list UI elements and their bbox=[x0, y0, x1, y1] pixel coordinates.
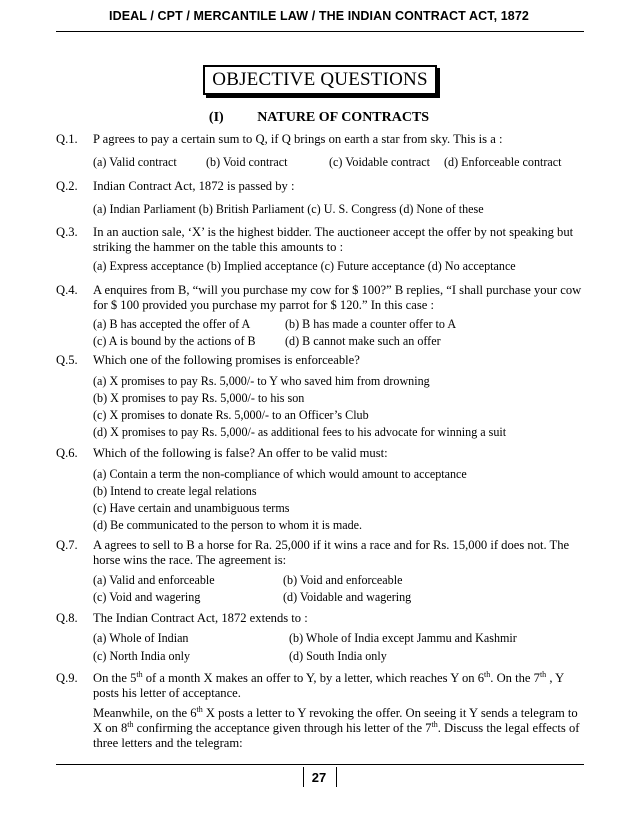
question-number: Q.9. bbox=[56, 671, 78, 685]
option-a: (a) Contain a term the non-compliance of which would amount to acceptance bbox=[93, 467, 467, 481]
option-b: (b) Void and enforceable bbox=[283, 573, 403, 587]
question-number: Q.6. bbox=[56, 446, 78, 460]
question-text: Indian Contract Act, 1872 is passed by : bbox=[93, 179, 295, 193]
option-c: (c) North India only bbox=[93, 649, 191, 663]
section-heading bbox=[0, 110, 638, 126]
option-d: (d) Voidable and wagering bbox=[283, 590, 412, 604]
option-b: (b) X promises to pay Rs. 5,000/- to his son bbox=[93, 391, 305, 405]
question-paragraph: X on 8th confirming the acceptance given through his letter of the 7th. Discuss the legal effects of bbox=[93, 719, 580, 735]
question-text: posts his letter of acceptance. bbox=[93, 686, 241, 700]
option-a: (a) Valid contract bbox=[93, 155, 177, 169]
question-paragraph: three letters and the telegram: bbox=[93, 736, 243, 750]
question-text: Which of the following is false? An offer to be valid must: bbox=[93, 446, 388, 460]
option-b: (b) Void contract bbox=[206, 155, 288, 169]
option-c: (c) Voidable contract bbox=[329, 155, 430, 169]
option-a: (a) B has accepted the offer of A bbox=[93, 317, 251, 331]
option-a: (a) Whole of Indian bbox=[93, 631, 189, 645]
option-d: (d) X promises to pay Rs. 5,000/- as additional fees to his advocate for winning a suit bbox=[93, 425, 507, 439]
page-number: 27 bbox=[311, 770, 327, 785]
question-text: A agrees to sell to B a horse for Ra. 25,000 if it wins a race and for Rs. 15,000 if does not. The bbox=[93, 538, 570, 552]
option-d: (d) B cannot make such an offer bbox=[285, 334, 441, 348]
option-b: (b) Whole of India except Jammu and Kashmir bbox=[289, 631, 517, 645]
option-d: (d) Be communicated to the person to whom it is made. bbox=[93, 518, 363, 532]
page-title: OBJECTIVE QUESTIONS bbox=[203, 65, 437, 95]
option-d: (d) South India only bbox=[289, 649, 387, 663]
options-line: (a) Indian Parliament (b) British Parliament (c) U. S. Congress (d) None of these bbox=[93, 202, 484, 216]
question-text: A enquires from B, “will you purchase my cow for $ 100?” B replies, “I shall purchase your cow bbox=[93, 283, 582, 297]
question-number: Q.4. bbox=[56, 283, 78, 297]
question-text: striking the hammer on the table this amounts to : bbox=[93, 240, 344, 254]
question-text: P agrees to pay a certain sum to Q, if Q brings on earth a star from sky. This is a : bbox=[93, 132, 503, 146]
question-text: for $ 100 provided you purchase my parrot for $ 120.” In this case : bbox=[93, 298, 434, 312]
section-name: NATURE OF CONTRACTS bbox=[257, 110, 430, 125]
option-c: (c) Void and wagering bbox=[93, 590, 201, 604]
question-number: Q.2. bbox=[56, 179, 78, 193]
question-number: Q.7. bbox=[56, 538, 78, 552]
running-header: IDEAL / CPT / MERCANTILE LAW / THE INDIAN CONTRACT ACT, 1872 bbox=[109, 9, 529, 23]
question-number: Q.5. bbox=[56, 353, 78, 367]
section-number: (I) bbox=[208, 110, 224, 125]
question-number: Q.3. bbox=[56, 225, 78, 239]
question-text: horse wins the race. The agreement is: bbox=[93, 553, 287, 567]
question-paragraph: Meanwhile, on the 6th X posts a letter to Y revoking the offer. On seeing it Y sends a telegram to bbox=[93, 704, 578, 720]
option-c: (c) Have certain and unambiguous terms bbox=[93, 501, 290, 515]
header-rule bbox=[56, 31, 584, 32]
option-d: (d) Enforceable contract bbox=[444, 155, 562, 169]
options-line: (a) Express acceptance (b) Implied acceptance (c) Future acceptance (d) No acceptance bbox=[93, 259, 516, 273]
footer-rule bbox=[56, 764, 584, 765]
question-text: Which one of the following promises is enforceable? bbox=[93, 353, 360, 367]
option-a: (a) X promises to pay Rs. 5,000/- to Y who saved him from drowning bbox=[93, 374, 430, 388]
question-text: On the 5th of a month X makes an offer to Y, by a letter, which reaches Y on 6th. On the 7th , Y bbox=[93, 669, 565, 685]
option-a: (a) Valid and enforceable bbox=[93, 573, 215, 587]
option-b: (b) B has made a counter offer to A bbox=[285, 317, 457, 331]
option-c: (c) X promises to donate Rs. 5,000/- to an Officer’s Club bbox=[93, 408, 369, 422]
question-number: Q.1. bbox=[56, 132, 78, 146]
option-c: (c) A is bound by the actions of B bbox=[93, 334, 256, 348]
option-b: (b) Intend to create legal relations bbox=[93, 484, 257, 498]
question-number: Q.8. bbox=[56, 611, 78, 625]
question-text: In an auction sale, ‘X’ is the highest bidder. The auctioneer accept the offer by not speaking but bbox=[93, 225, 574, 239]
question-text: The Indian Contract Act, 1872 extends to : bbox=[93, 611, 308, 625]
